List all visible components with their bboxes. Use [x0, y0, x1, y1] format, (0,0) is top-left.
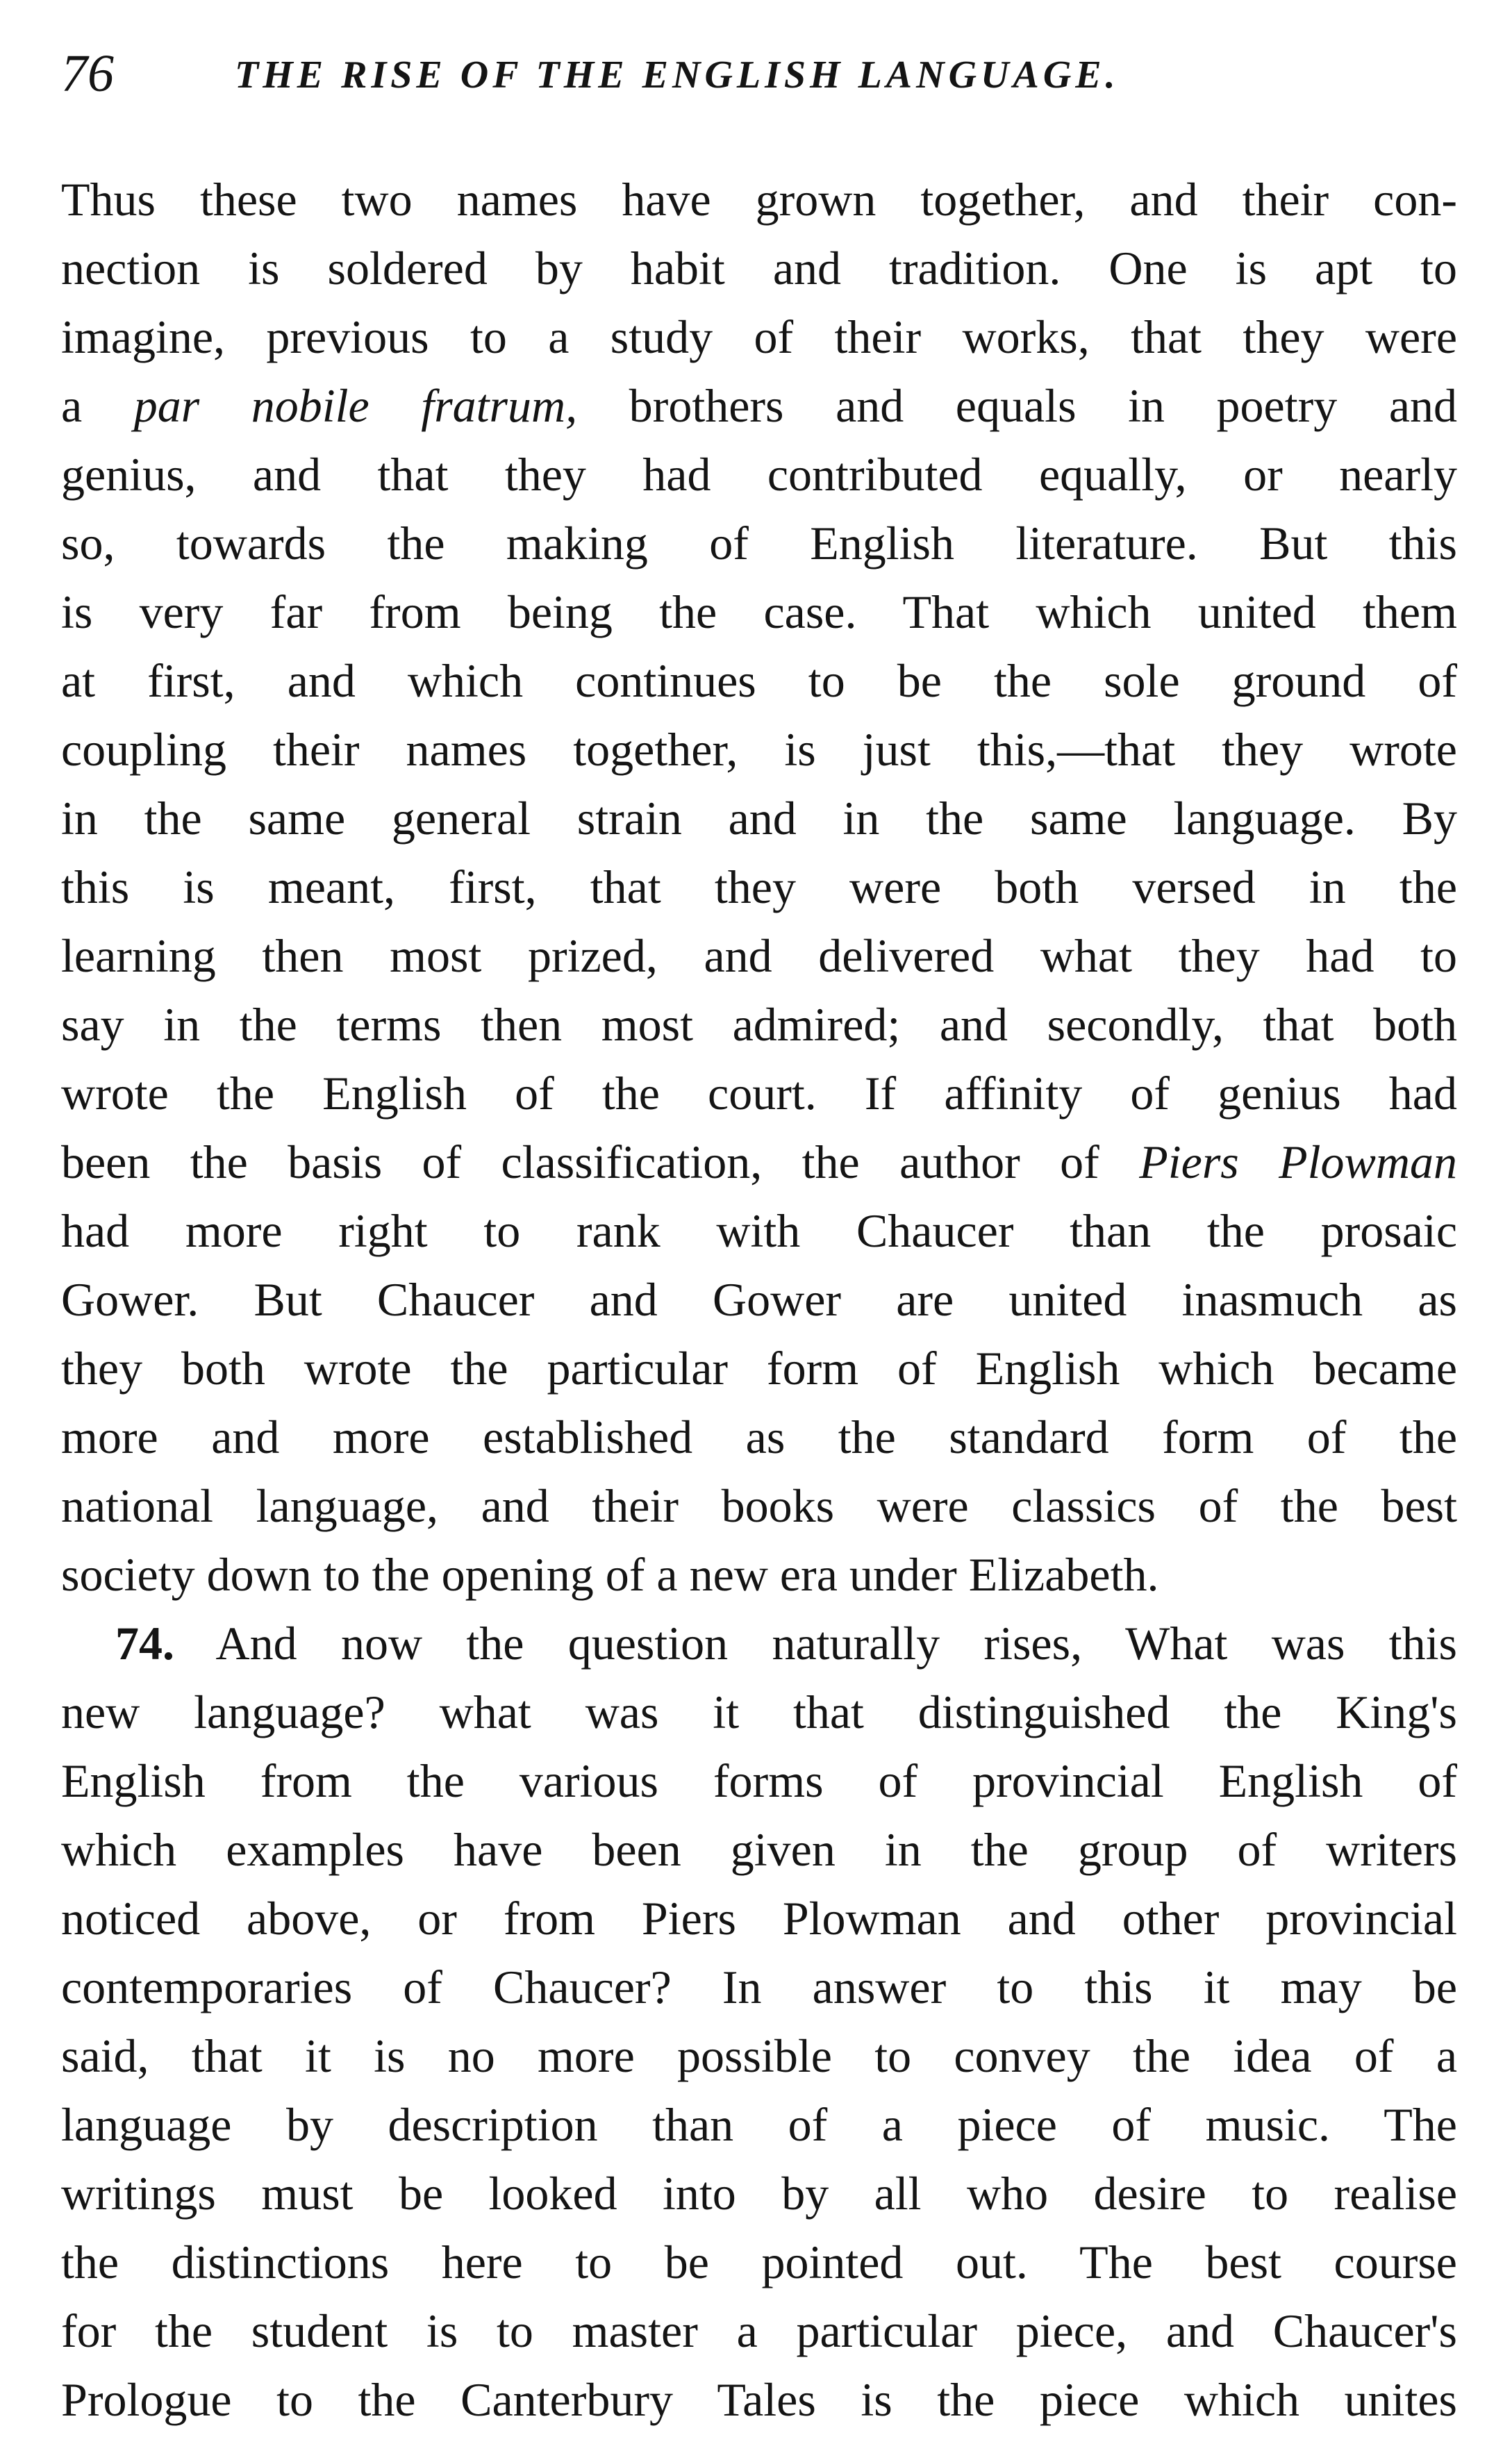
- text-line: imagine, previous to a study of their works, that they were: [61, 310, 1457, 363]
- text-line: this is meant, first, that they were both versed in the: [61, 861, 1457, 913]
- text-line: contemporaries of Chaucer? In answer to this it may be: [61, 1961, 1457, 2013]
- text-line: genius, and that they had contributed equally, or nearly: [61, 448, 1457, 501]
- section-number: 74.: [115, 1617, 174, 1670]
- text-line: [61, 1128, 1457, 1197]
- text-line: learning then most prized, and delivered what they had to: [61, 929, 1457, 982]
- text-line: nection is soldered by habit and tradition. One is apt to: [61, 242, 1457, 294]
- text-line: had more right to rank with Chaucer than the prosaic: [61, 1204, 1457, 1257]
- text-line: Thus these two names have grown together, and their con-: [61, 173, 1457, 226]
- text-line: more and more established as the standard form of the: [61, 1411, 1457, 1463]
- line-text: And now the question naturally rises, What was this: [174, 1617, 1457, 1670]
- text-line: Gower. But Chaucer and Gower are united inasmuch as: [61, 1273, 1457, 1326]
- text-line: they both wrote the particular form of English which became: [61, 1342, 1457, 1395]
- book-page: [61, 35, 1457, 2426]
- text-line: wrote the English of the court. If affinity of genius had: [61, 1067, 1457, 1120]
- text-line: Prologue to the Canterbury Tales is the piece which unites: [61, 2373, 1457, 2426]
- text-line: say in the terms then most admired; and secondly, that both: [61, 998, 1457, 1051]
- line-text: a: [61, 379, 134, 432]
- text-line: language by description than of a piece of music. The: [61, 2098, 1457, 2151]
- work-title: Piers Plowman: [1139, 1136, 1457, 1188]
- text-line: coupling their names together, is just this,—that they wrote: [61, 723, 1457, 776]
- text-line: [61, 1609, 1457, 1678]
- text-line: at first, and which continues to be the sole ground of: [61, 654, 1457, 707]
- text-line: for the student is to master a particular piece, and Chaucer's: [61, 2304, 1457, 2357]
- text-line: English from the various forms of provincial English of: [61, 1754, 1457, 1807]
- text-line: which examples have been given in the group of writers: [61, 1823, 1457, 1876]
- text-line: said, that it is no more possible to convey the idea of a: [61, 2029, 1457, 2082]
- text-line: national language, and their books were classics of the best: [61, 1479, 1457, 1532]
- text-line: the distinctions here to be pointed out. The best course: [61, 2236, 1457, 2288]
- text-line: [61, 372, 1457, 440]
- body-text: [61, 165, 1457, 2434]
- text-line: writings must be looked into by all who desire to realise: [61, 2167, 1457, 2220]
- running-head: [61, 35, 1457, 139]
- latin-phrase: par nobile fratrum,: [133, 379, 578, 432]
- text-line: society down to the opening of a new era under Elizabeth.: [61, 1548, 1159, 1601]
- text-line: is very far from being the case. That which united them: [61, 585, 1457, 638]
- text-line: so, towards the making of English literature. But this: [61, 517, 1457, 570]
- line-text: brothers and equals in poetry and: [577, 379, 1457, 432]
- page-number: 76: [61, 44, 114, 103]
- line-text: been the basis of classification, the author of: [61, 1136, 1140, 1188]
- text-line: in the same general strain and in the same language. By: [61, 792, 1457, 845]
- running-title: THE RISE OF THE ENGLISH LANGUAGE.: [235, 53, 1120, 97]
- text-line: noticed above, or from Piers Plowman and other provincial: [61, 1892, 1457, 1945]
- text-line: new language? what was it that distinguished the King's: [61, 1686, 1457, 1738]
